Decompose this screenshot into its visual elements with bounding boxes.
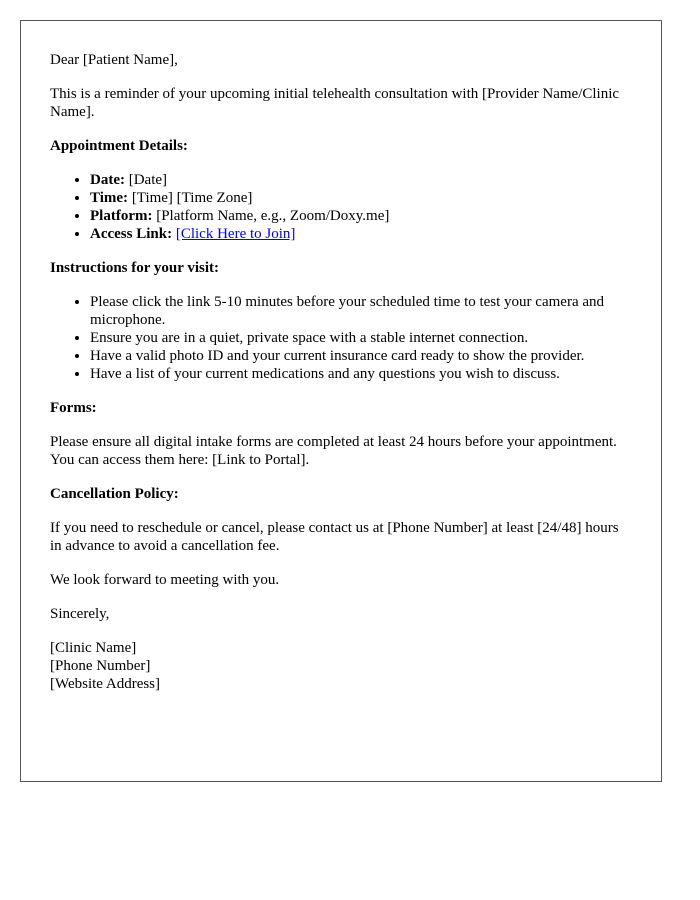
- appointment-access-item: [90, 225, 632, 243]
- date-value: [Date]: [124, 172, 168, 188]
- instructions-list: [50, 293, 632, 383]
- appointment-date-item: [90, 171, 632, 189]
- time-label: Time:: [90, 190, 129, 206]
- date-label: Date:: [90, 172, 125, 188]
- appointment-platform-item: [90, 207, 632, 225]
- join-link[interactable]: [Click Here to Join]: [175, 226, 296, 242]
- instructions-heading: Instructions for your visit:: [50, 260, 220, 276]
- access-link-label: Access Link:: [90, 226, 173, 242]
- signature-website: [Website Address]: [50, 676, 161, 692]
- letter-document: [20, 20, 662, 782]
- signature-phone: [Phone Number]: [50, 658, 151, 674]
- instruction-item: • Please click the link 5-10 minutes before your scheduled time to test your camera and microphone.: [90, 293, 632, 329]
- sign-off: Sincerely,: [50, 606, 110, 622]
- forms-heading: Forms:: [50, 400, 97, 416]
- cancellation-heading: Cancellation Policy:: [50, 486, 179, 502]
- greeting: Dear [Patient Name],: [50, 52, 178, 68]
- signature-block: [50, 639, 632, 693]
- appointment-time-item: [90, 189, 632, 207]
- cancellation-paragraph: If you need to reschedule or cancel, please contact us at [Phone Number] at least [24/48] hours in advance to avoid a cancellation fee.: [50, 520, 619, 554]
- time-value: [Time] [Time Zone]: [128, 190, 253, 206]
- instruction-item: • Have a list of your current medications and any questions you wish to discuss.: [90, 365, 632, 383]
- intro-paragraph: This is a reminder of your upcoming initial telehealth consultation with [Provider Name/Clinic Name].: [50, 86, 620, 120]
- platform-label: Platform:: [90, 208, 153, 224]
- appointment-details-list: [50, 171, 632, 243]
- platform-value: [Platform Name, e.g., Zoom/Doxy.me]: [152, 208, 390, 224]
- instruction-item: • Have a valid photo ID and your current insurance card ready to show the provider.: [90, 347, 632, 365]
- closing-line: We look forward to meeting with you.: [50, 572, 280, 588]
- forms-paragraph: Please ensure all digital intake forms are completed at least 24 hours before your appointment. You can access them here: [Link to Portal].: [50, 434, 617, 468]
- appointment-details-heading: Appointment Details:: [50, 138, 188, 154]
- signature-clinic-name: [Clinic Name]: [50, 640, 137, 656]
- instruction-item: • Ensure you are in a quiet, private space with a stable internet connection.: [90, 329, 632, 347]
